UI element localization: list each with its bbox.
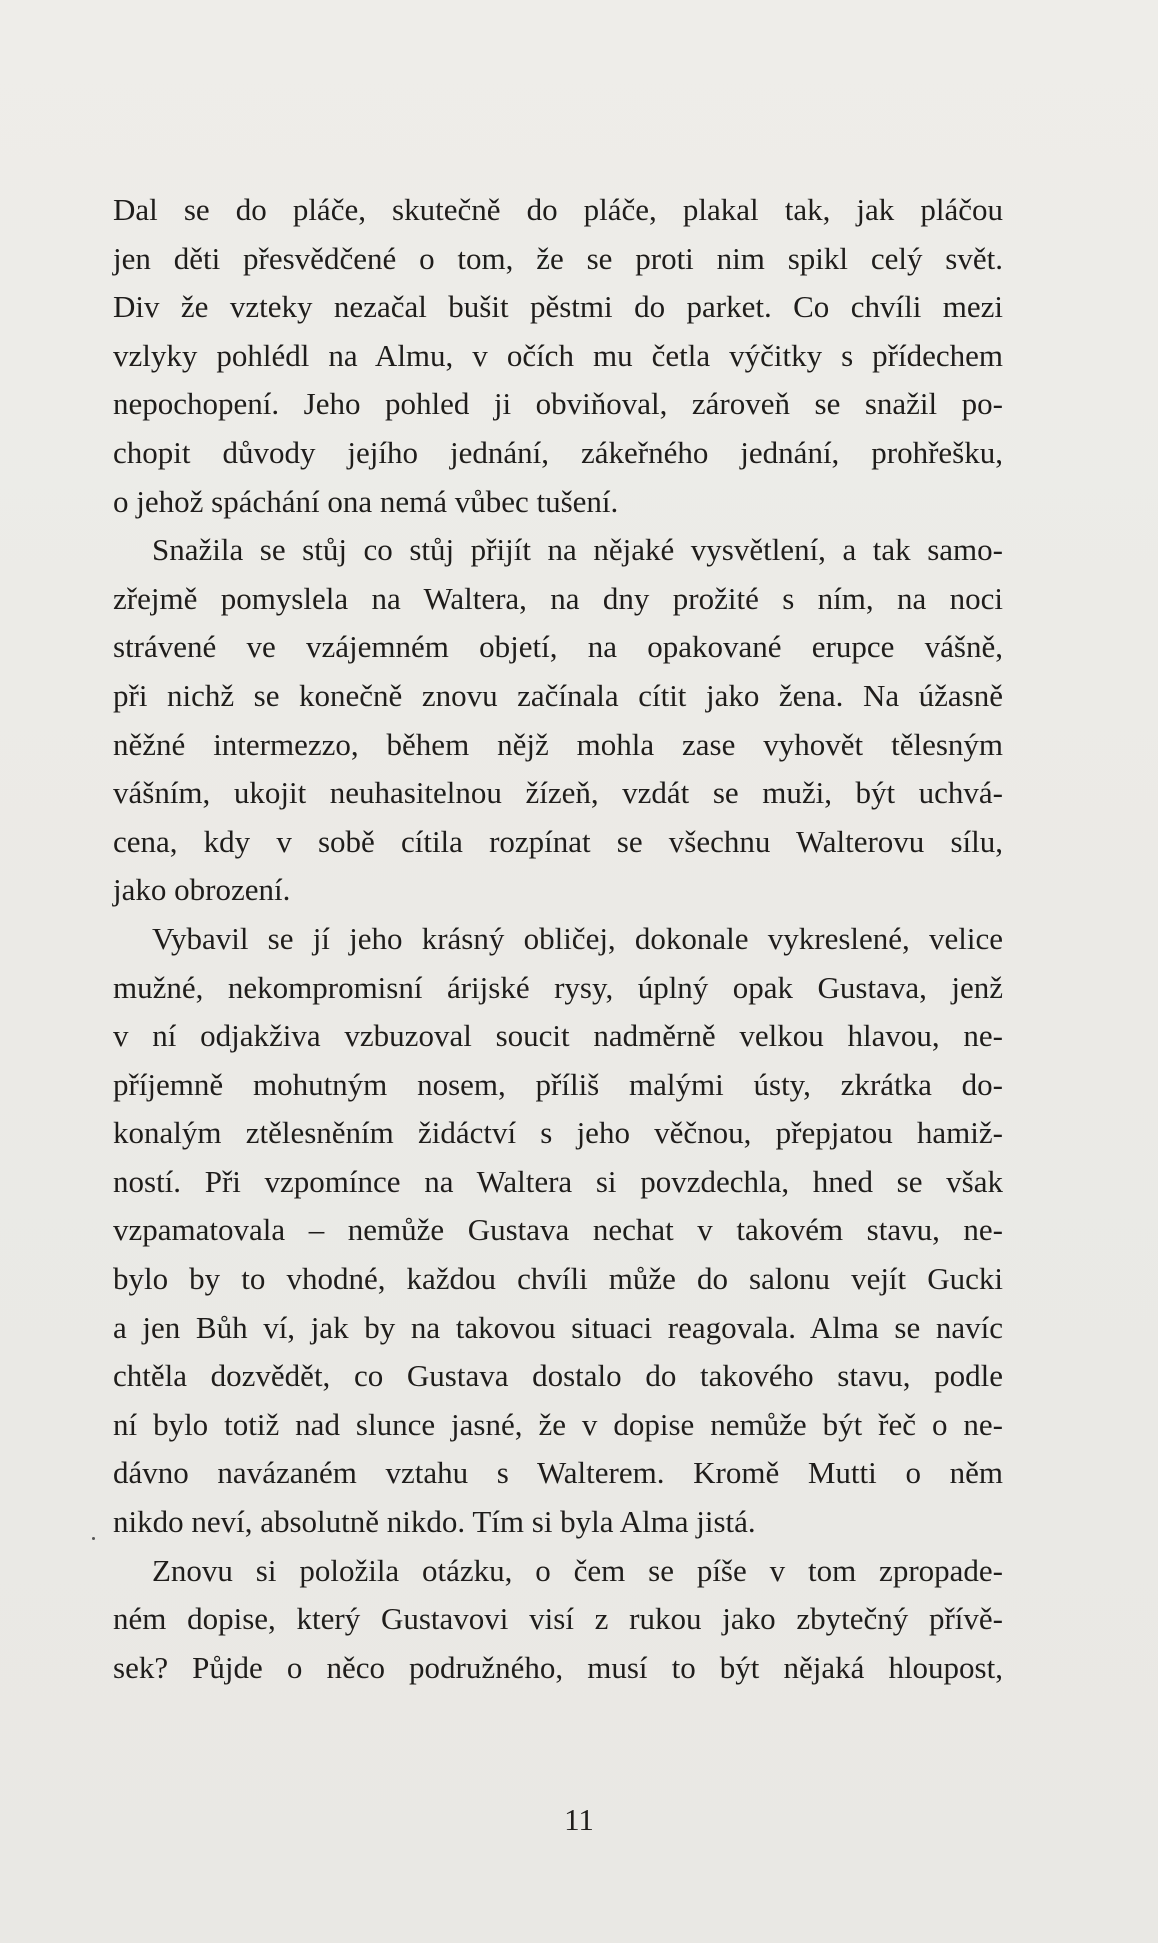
text-line: ní bylo totiž nad slunce jasné, že v dopise nemůže být řeč o ne- [113,1406,1003,1442]
text-line: cena, kdy v sobě cítila rozpínat se všechnu Walterovu sílu, [113,823,1003,859]
text-line: jen děti přesvědčené o tom, že se proti nim spikl celý svět. [113,240,1003,276]
text-line: chopit důvody jejího jednání, zákeřného jednání, prohřešku, [113,434,1003,470]
text-line: dávno navázaném vztahu s Walterem. Kromě Mutti o něm [113,1455,1003,1491]
text-line: nepochopení. Jeho pohled ji obviňoval, zároveň se snažil po- [113,386,1003,422]
text-line: jako obrození. [113,872,291,908]
text-line: zřejmě pomyslela na Waltera, na dny prožité s ním, na noci [113,580,1003,616]
text-line: bylo by to vhodné, každou chvíli může do salonu vejít Gucki [113,1261,1003,1297]
text-line: Vybavil se jí jeho krásný obličej, dokonale vykreslené, velice [152,920,1003,956]
text-line: ností. Při vzpomínce na Waltera si povzdechla, hned se však [113,1163,1003,1199]
text-line: ném dopise, který Gustavovi visí z rukou jako zbytečný přívě- [113,1601,1003,1637]
text-line: vzpamatovala – nemůže Gustava nechat v takovém stavu, ne- [113,1212,1003,1248]
paper-speck [92,1537,95,1540]
text-line: Dal se do pláče, skutečně do pláče, plakal tak, jak pláčou [113,192,1003,227]
text-line: Snažila se stůj co stůj přijít na nějaké vysvětlení, a tak samo- [152,532,1003,568]
text-line: Div že vzteky nezačal bušit pěstmi do parket. Co chvíli mezi [113,289,1003,325]
text-line: při nichž se konečně znovu začínala cítit jako žena. Na úžasně [113,677,1003,713]
text-line: a jen Bůh ví, jak by na takovou situaci reagovala. Alma se navíc [113,1309,1003,1345]
text-line: nikdo neví, absolutně nikdo. Tím si byla Alma jistá. [113,1504,756,1540]
text-line: Znovu si položila otázku, o čem se píše v tom zpropade- [152,1552,1003,1588]
text-line: vášním, ukojit neuhasitelnou žízeň, vzdát se muži, být uchvá- [113,775,1003,811]
text-line: něžné intermezzo, během nějž mohla zase vyhovět tělesným [113,726,1003,762]
text-line: v ní odjakživa vzbuzoval soucit nadměrně velkou hlavou, ne- [113,1018,1003,1054]
text-line: strávené ve vzájemném objetí, na opakované erupce vášně, [113,629,1003,665]
body-text [113,186,1003,1692]
page-number: 11 [564,1802,594,1837]
text-line: konalým ztělesněním židáctví s jeho věčnou, přepjatou hamiž- [113,1115,1003,1151]
text-line: vzlyky pohlédl na Almu, v očích mu četla výčitky s přídechem [113,337,1003,373]
text-line: o jehož spáchání ona nemá vůbec tušení. [113,483,619,519]
text-line: chtěla dozvědět, co Gustava dostalo do takového stavu, podle [113,1358,1003,1394]
text-line: mužné, nekompromisní árijské rysy, úplný opak Gustava, jenž [113,969,1003,1005]
text-line: sek? Půjde o něco podružného, musí to být nějaká hloupost, [113,1649,1003,1685]
text-line: příjemně mohutným nosem, příliš malými ústy, zkrátka do- [113,1066,1003,1102]
